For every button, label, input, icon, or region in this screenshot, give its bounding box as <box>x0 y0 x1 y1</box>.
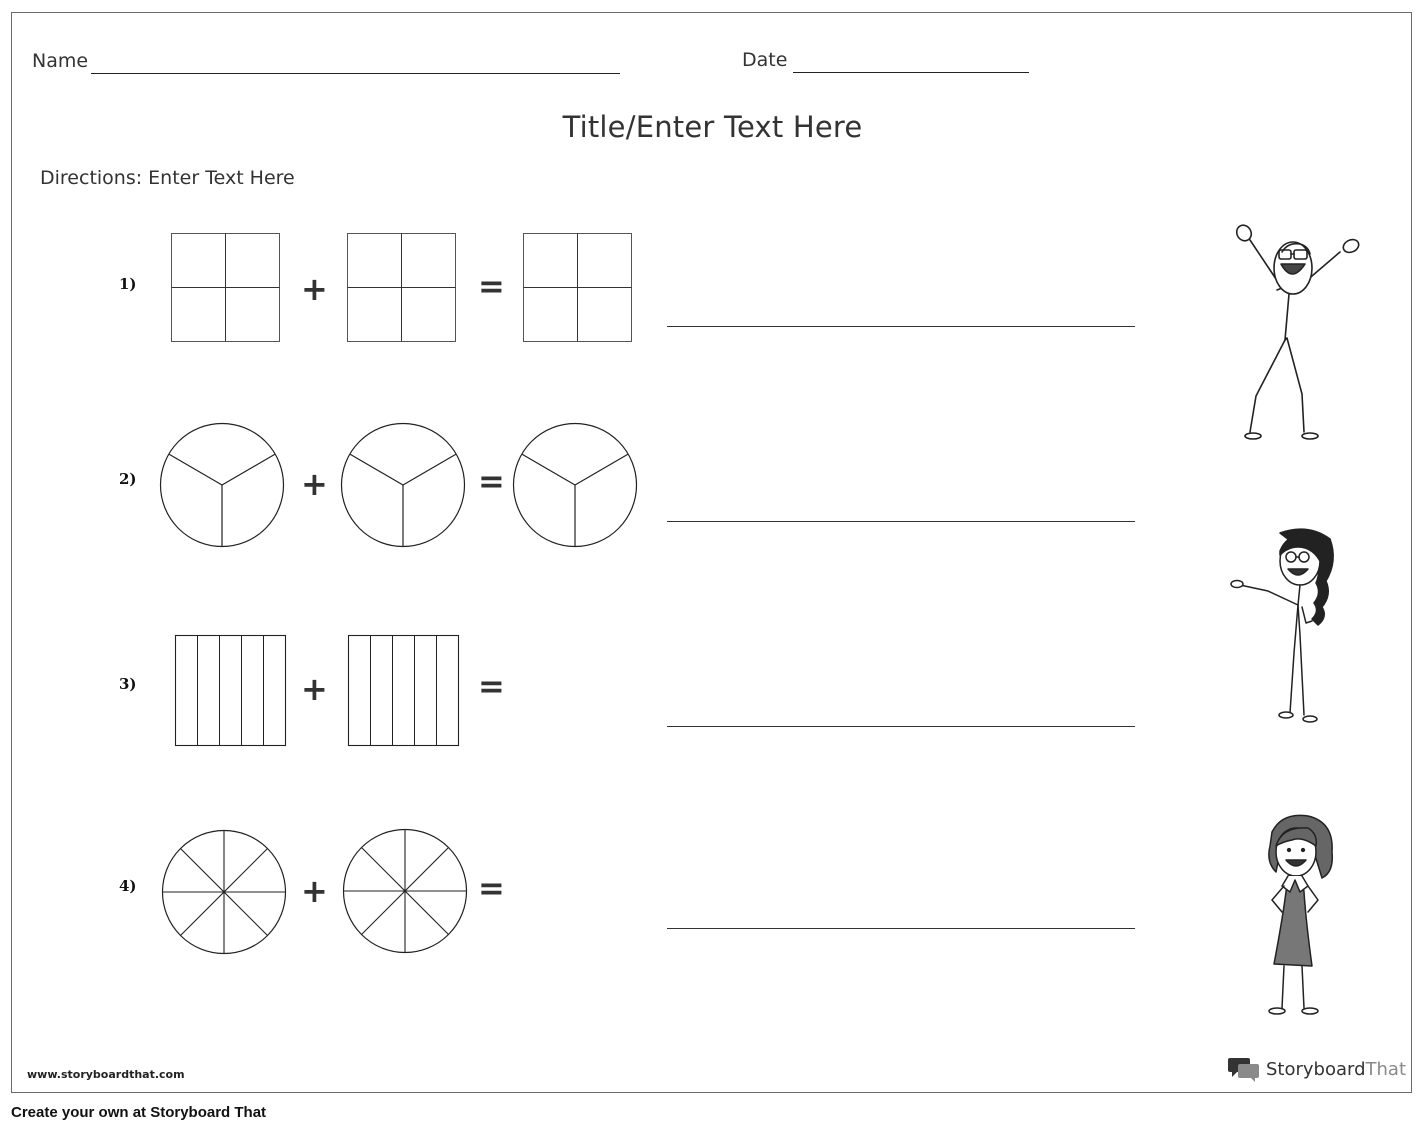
name-label: Name <box>32 50 89 72</box>
problem-number: 3) <box>119 675 137 693</box>
website-url[interactable]: www.storyboardthat.com <box>27 1068 185 1081</box>
problem-number: 2) <box>119 470 137 488</box>
brand-name-dark: Storyboard <box>1266 1058 1366 1080</box>
brand-name-light: That <box>1365 1058 1407 1080</box>
woman-in-dress-illustration <box>1252 812 1344 1020</box>
pointing-girl-illustration <box>1228 525 1338 727</box>
circle-eighths-shape <box>343 829 469 955</box>
problem-number: 1) <box>119 275 137 293</box>
date-input-line[interactable] <box>793 72 1029 73</box>
rectangle-fifths-shape <box>348 635 460 747</box>
circle-thirds-shape <box>341 423 467 549</box>
date-label: Date <box>742 49 788 71</box>
speech-bubbles-icon <box>1228 1056 1260 1082</box>
directions-text: Directions: Enter Text Here <box>40 167 295 189</box>
storyboardthat-logo[interactable] <box>1228 1055 1406 1083</box>
circle-eighths-shape <box>162 830 288 956</box>
square-quarters-shape <box>347 233 457 343</box>
create-your-own-credit[interactable]: Create your own at Storyboard That <box>11 1104 267 1121</box>
name-input-line[interactable] <box>91 73 620 74</box>
plus-sign: + <box>301 670 328 708</box>
plus-sign: + <box>301 465 328 503</box>
square-quarters-shape <box>171 233 281 343</box>
answer-line[interactable] <box>667 521 1135 522</box>
square-quarters-shape <box>523 233 633 343</box>
answer-line[interactable] <box>667 928 1135 929</box>
plus-sign: + <box>301 872 328 910</box>
equals-sign: = <box>478 667 505 705</box>
cheering-stick-figure-illustration <box>1230 222 1365 444</box>
plus-sign: + <box>301 270 328 308</box>
circle-thirds-shape <box>160 423 286 549</box>
circle-thirds-shape <box>513 423 639 549</box>
rectangle-fifths-shape <box>175 635 287 747</box>
equals-sign: = <box>478 869 505 907</box>
problem-number: 4) <box>119 877 137 895</box>
answer-line[interactable] <box>667 726 1135 727</box>
worksheet-title: Title/Enter Text Here <box>562 110 863 144</box>
brand-wordmark <box>1266 1059 1406 1080</box>
equals-sign: = <box>478 267 505 305</box>
answer-line[interactable] <box>667 326 1135 327</box>
equals-sign: = <box>478 462 505 500</box>
